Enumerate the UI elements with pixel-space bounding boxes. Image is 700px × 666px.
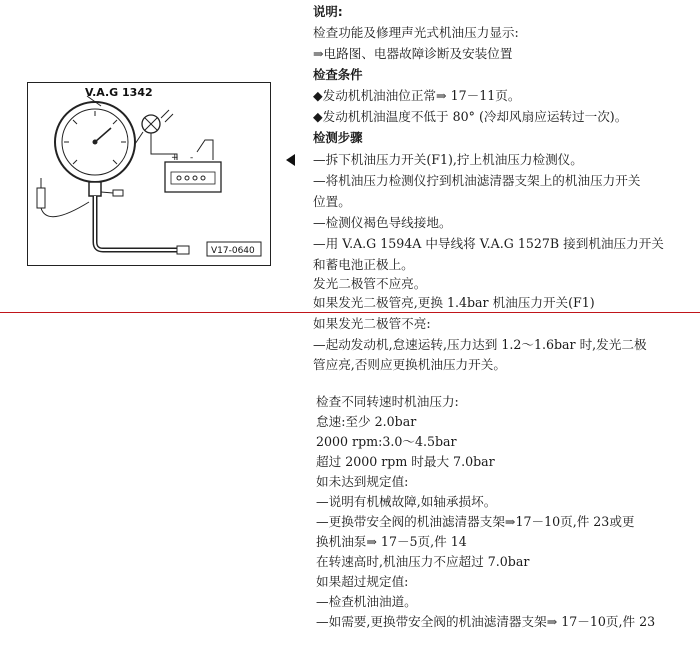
text-line: ⇒电路图、电器故障诊断及安装位置 — [313, 46, 513, 61]
oil-pressure-tester-diagram — [27, 82, 271, 266]
pointer-triangle-icon — [286, 154, 296, 166]
text-line: 位置。 — [313, 194, 351, 209]
heading-conditions: 检查条件 — [313, 67, 363, 82]
text-line: 如果发光二极管亮,更换 1.4bar 机油压力开关(F1) — [313, 295, 595, 310]
text-line: —用 V.A.G 1594A 中导线将 V.A.G 1527B 接到机油压力开关 — [313, 236, 664, 251]
text-line: 检查功能及修理声光式机油压力显示: — [313, 25, 519, 40]
text-line: 管应亮,否则应更换机油压力开关。 — [313, 357, 506, 372]
text-line: ◆发动机机油温度不低于 80° (冷却风扇应运转过一次)。 — [313, 109, 628, 124]
battery-icon — [165, 162, 221, 192]
heading-steps: 检测步骤 — [313, 130, 363, 145]
battery-terminals: + - — [171, 153, 194, 163]
text-line: —检测仪褐色导线接地。 — [313, 215, 452, 230]
text-line: 发光二极管不应亮。 — [313, 276, 427, 291]
figure-code: V17-0640 — [211, 246, 255, 256]
text-line: 如果超过规定值: — [316, 574, 409, 589]
text-line: 换机油泵⇒ 17－5页,件 14 — [316, 534, 467, 549]
red-divider-line — [0, 312, 700, 313]
gauge-label: V.A.G 1342 — [85, 86, 153, 99]
text-line: —起动发动机,怠速运转,压力达到 1.2～1.6bar 时,发光二极 — [313, 337, 647, 352]
text-line: —拆下机油压力开关(F1),拧上机油压力检测仪。 — [313, 152, 583, 167]
text-line: —说明有机械故障,如轴承损坏。 — [316, 494, 497, 509]
text-line: 如果发光二极管不亮: — [313, 316, 431, 331]
text-line: ◆发动机机油油位正常⇒ 17－11页。 — [313, 88, 521, 103]
text-line: —如需要,更换带安全阀的机油滤清器支架⇒ 17－10页,件 23 — [316, 614, 656, 629]
text-line: 2000 rpm:3.0～4.5bar — [316, 434, 457, 449]
text-line: 如未达到规定值: — [316, 474, 409, 489]
text-line: —将机油压力检测仪拧到机油滤清器支架上的机油压力开关 — [313, 173, 641, 188]
heading-description: 说明: — [313, 4, 343, 19]
text-line: 超过 2000 rpm 时最大 7.0bar — [316, 454, 495, 469]
text-line: 怠速:至少 2.0bar — [316, 414, 417, 429]
text-line: 在转速高时,机油压力不应超过 7.0bar — [316, 554, 530, 569]
text-line: —检查机油油道。 — [316, 594, 417, 609]
text-line: 和蓄电池正极上。 — [313, 257, 414, 272]
text-line: —更换带安全阀的机油滤清器支架⇒17－10页,件 23或更 — [316, 514, 635, 529]
text-line: 检查不同转速时机油压力: — [316, 394, 459, 409]
